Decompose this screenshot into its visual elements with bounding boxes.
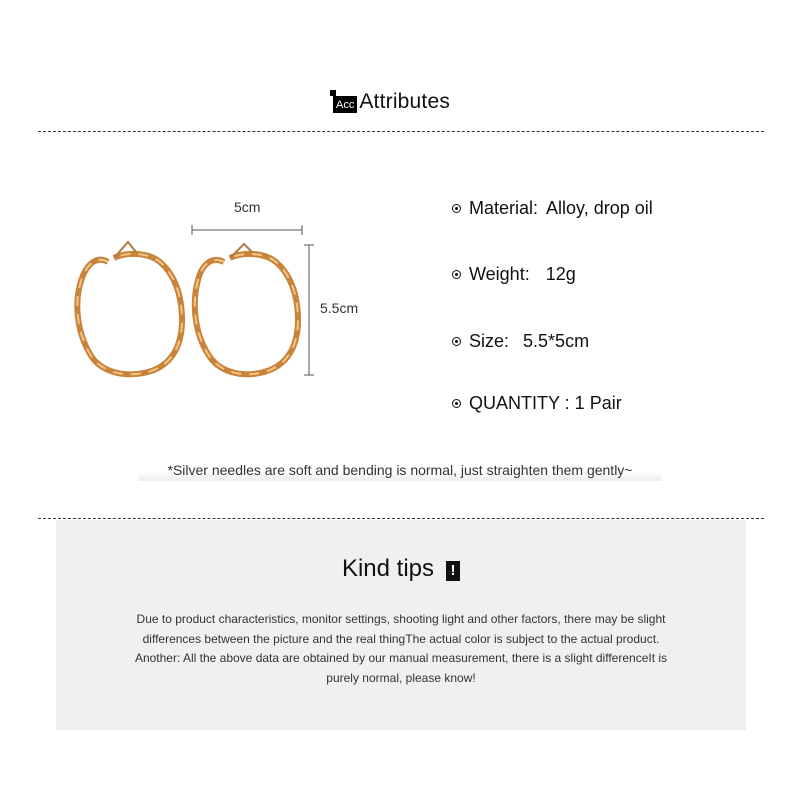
spec-label: QUANTITY : 1 Pair (469, 393, 622, 413)
spec-value: 5.5*5cm (523, 331, 590, 351)
width-label: 5cm (234, 199, 261, 215)
left-hoop-earring (77, 242, 182, 374)
width-dimension-line (192, 225, 302, 235)
height-label: 5.5cm (320, 300, 359, 316)
spec-value: 12g (545, 264, 576, 284)
spec-material (452, 198, 653, 219)
care-note: *Silver needles are soft and bending is normal, just straighten them gently~ (138, 459, 662, 481)
bullet-icon (452, 337, 461, 346)
kind-tips-body (86, 610, 716, 688)
bullet-icon (452, 204, 461, 213)
spec-quantity (452, 393, 622, 414)
kind-tips-title: Kind tips (341, 555, 435, 582)
spec-label: Size: (469, 331, 510, 351)
earring-figure (60, 190, 380, 390)
section-header (333, 86, 450, 118)
tips-line: purely normal, please know! (326, 670, 476, 685)
right-hoop-earring (195, 244, 298, 374)
header-title: Attributes (359, 90, 451, 113)
bullet-icon (452, 399, 461, 408)
kind-tips-panel (56, 520, 746, 730)
tips-line: Another: All the above data are obtained by our manual measurement, there is a slight differenceIt is (134, 651, 668, 665)
spec-label: Weight: (469, 264, 530, 284)
bullet-icon (452, 270, 461, 279)
tips-line: Due to product characteristics, monitor settings, shooting light and other factors, there may be slight (136, 612, 666, 626)
spec-size (452, 331, 589, 352)
exclamation-icon: ! (446, 561, 460, 581)
tips-line: differences between the picture and the real thingThe actual color is subject to the actual product. (142, 631, 660, 646)
divider-top (38, 131, 764, 132)
divider-bottom (38, 518, 764, 519)
kind-tips-heading (56, 555, 746, 583)
spec-label: Material: (469, 198, 539, 218)
spec-weight (452, 264, 576, 285)
height-dimension-line (304, 245, 314, 375)
spec-value: Alloy, drop oil (546, 198, 653, 218)
header-badge: Acc (333, 96, 357, 113)
